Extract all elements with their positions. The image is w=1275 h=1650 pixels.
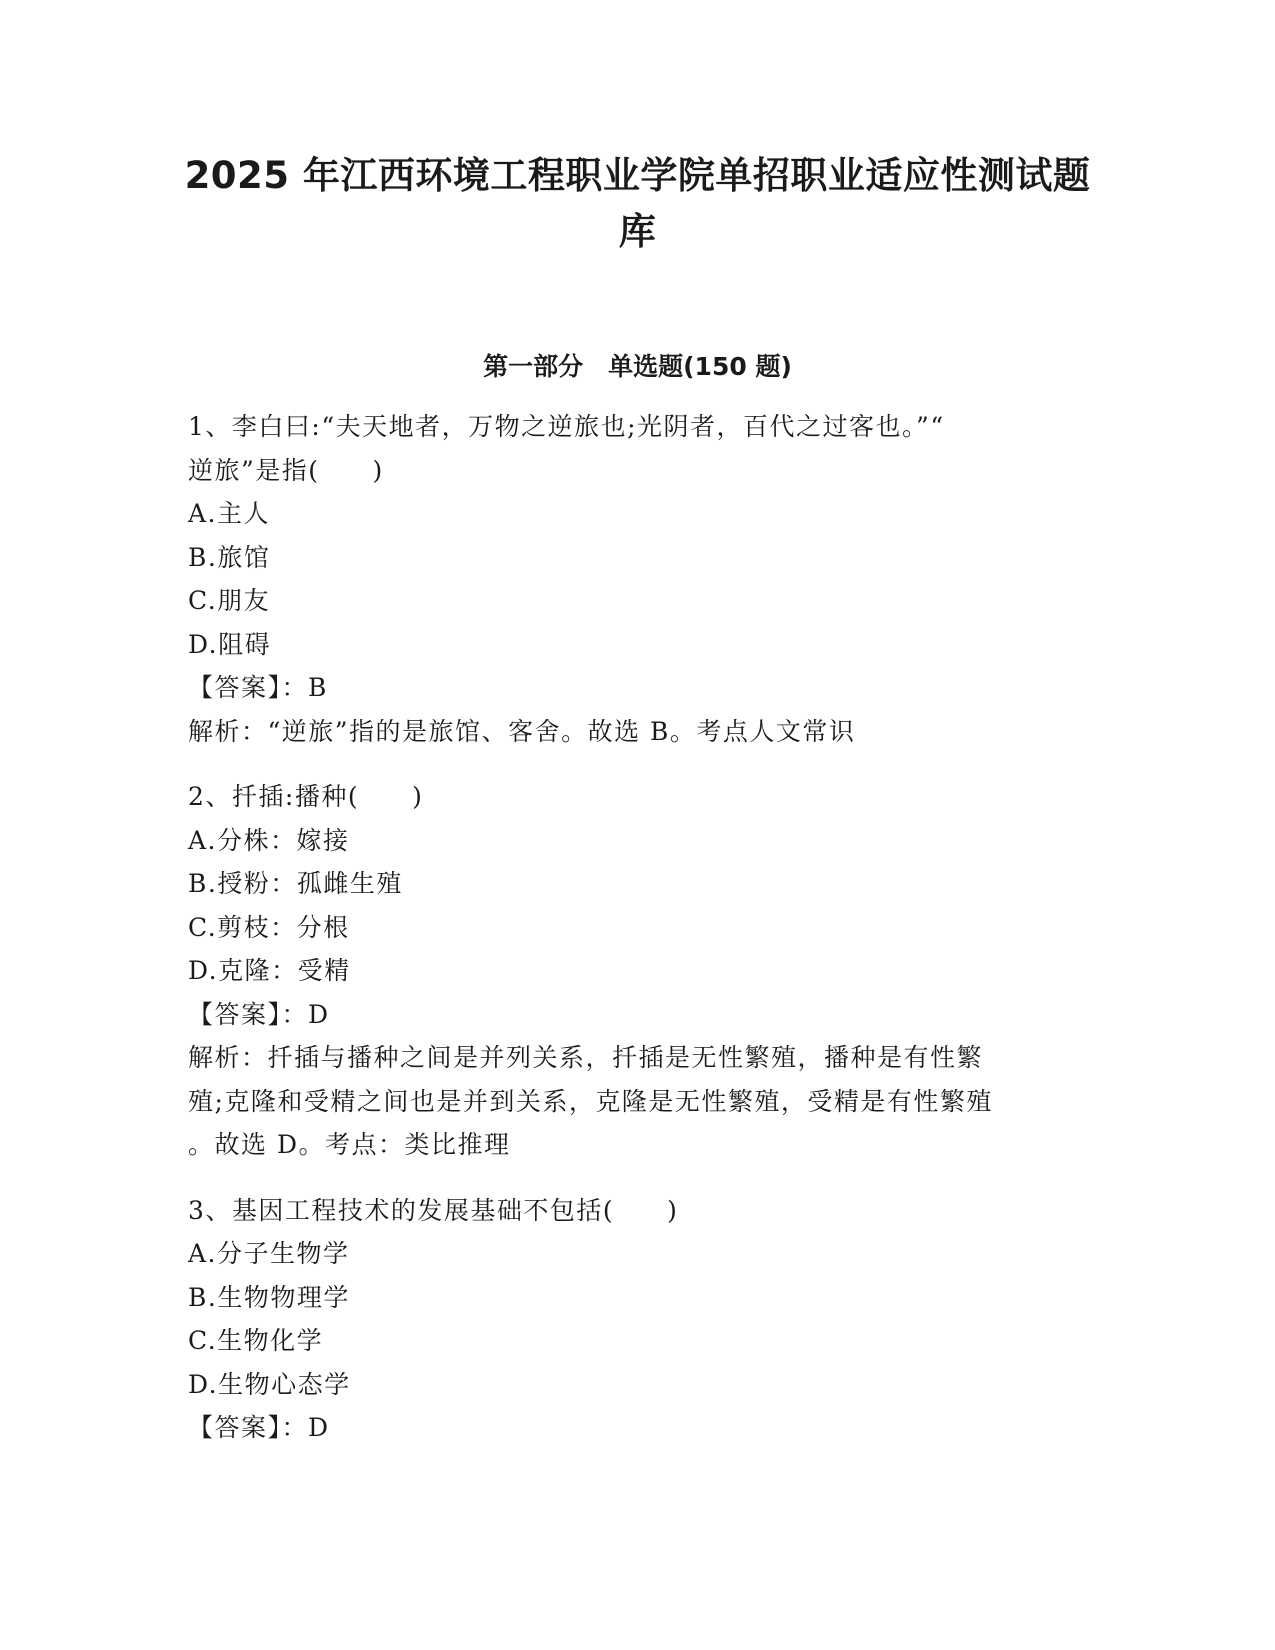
option-b: B.生物物理学 <box>188 1282 350 1312</box>
option-c: C.剪枝：分根 <box>188 912 350 942</box>
document-title-line-1: 2025 年江西环境工程职业学院单招职业适应性测试题 <box>184 154 1091 197</box>
analysis-continued: 。故选 D。考点：类比推理 <box>188 1130 511 1159</box>
option-c: C.朋友 <box>188 586 271 615</box>
question-2 <box>188 775 1088 1167</box>
document-title-line-2: 库 <box>618 210 657 253</box>
question-1 <box>188 405 1088 753</box>
option-d: D.克隆：受精 <box>188 956 351 985</box>
analysis: 解析：扦插与播种之间是并列关系，扦插是无性繁殖，播种是有性繁 <box>188 1043 984 1072</box>
answer: 【答案】：B <box>188 673 328 702</box>
option-c: C.生物化学 <box>188 1326 324 1355</box>
document-title <box>150 148 1125 260</box>
option-d: D.生物心态学 <box>188 1369 351 1399</box>
analysis-continued: 殖;克隆和受精之间也是并到关系，克隆是无性繁殖，受精是有性繁殖 <box>188 1086 993 1116</box>
option-b: B.旅馆 <box>188 542 271 572</box>
option-a: A.分株：嫁接 <box>188 825 350 855</box>
answer: 【答案】：D <box>188 999 330 1029</box>
question-list <box>188 405 1088 1472</box>
answer: 【答案】：D <box>188 1413 330 1442</box>
option-d: D.阻碍 <box>188 629 272 659</box>
question-stem: 2、扦插:播种( ) <box>188 782 424 811</box>
question-stem: 1、李白曰:“夫天地者，万物之逆旅也;光阴者，百代之过客也。”“ <box>188 412 945 441</box>
question-stem: 3、基因工程技术的发展基础不包括( ) <box>188 1195 679 1225</box>
option-a: A.分子生物学 <box>188 1239 350 1268</box>
option-a: A.主人 <box>188 499 271 528</box>
question-3 <box>188 1189 1088 1450</box>
question-stem-continued: 逆旅”是指( ) <box>188 455 384 485</box>
analysis: 解析：“逆旅”指的是旅馆、客舍。故选 B。考点人文常识 <box>188 716 856 746</box>
option-b: B.授粉：孤雌生殖 <box>188 869 403 898</box>
section-title: 第一部分 单选题(150 题) <box>483 352 792 381</box>
